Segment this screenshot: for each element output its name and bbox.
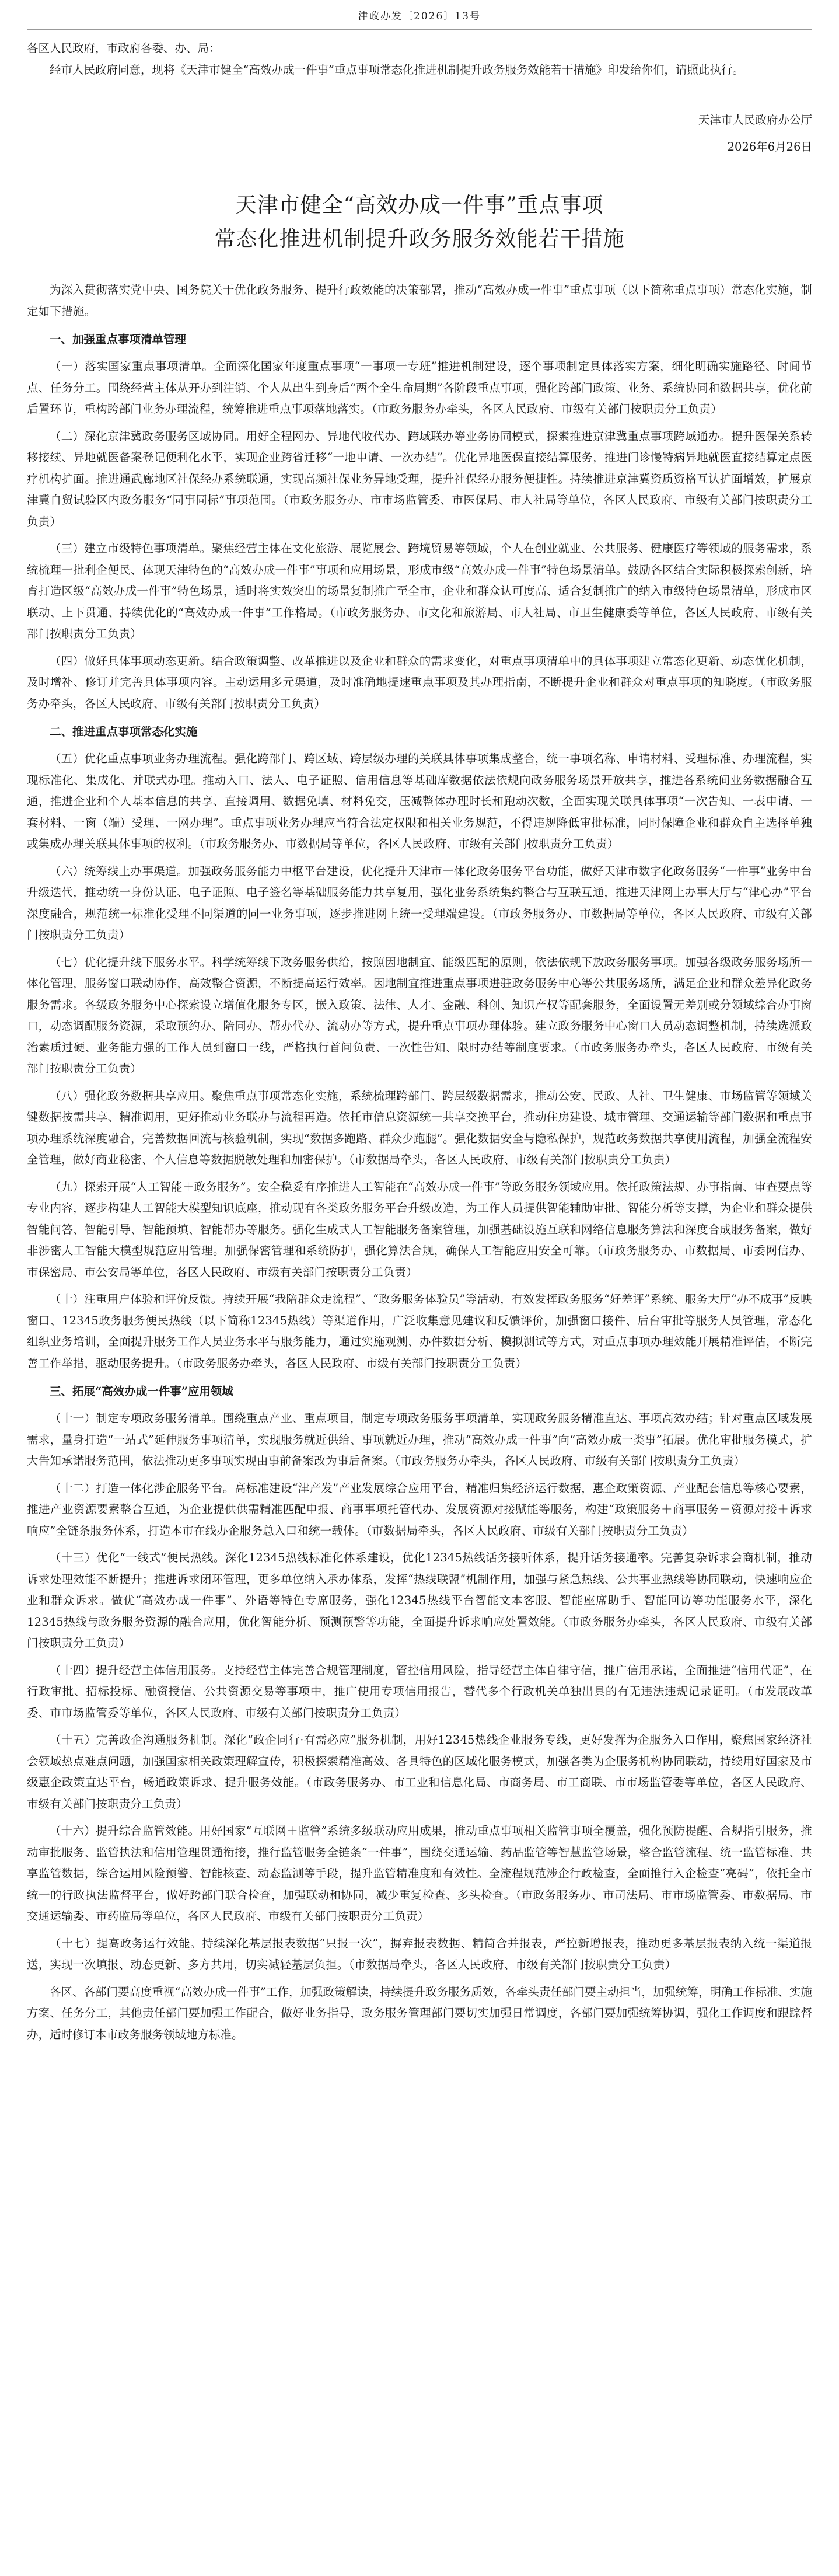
title-line-1: 天津市健全“高效办成一件事”重点事项 bbox=[235, 193, 604, 217]
measure-paragraph: （五）优化重点事项业务办理流程。强化跨部门、跨区域、跨层级办理的关联具体事项集成整合，统一事项名称、申请材料、受理标准、办理流程，实现标准化、集成化、并联式办理。推动入口、法人、电子证照、信用信息等基础库数据依法依规向政务服务场景开放共享，推进各系统间业务数据融合互通，推进企业和个人基本信息的共享、直接调用、数据免填、材料免交，压减整体办理时长和跑动次数，全面实现关联具体事项“一次告知、一表申请、一套材料、一窗（端）受理、一网办理”。重点事项业务办理应当符合法定权限和相关业务规范，不得违规降低审批标准，同时保障企业和群众自主选择单独或集成办理关联具体事项的权利。（市政务服务办、市数据局等单位，各区人民政府、市级有关部门按职责分工负责） bbox=[27, 752, 812, 850]
issuer: 天津市人民政府办公厅 bbox=[698, 113, 812, 127]
measure-paragraph: （九）探索开展“人工智能＋政务服务”。安全稳妥有序推进人工智能在“高效办成一件事”等政务服务领域应用。依托政策法规、办事指南、审查要点等专业内容，逐步构建人工智能大模型知识底座，推动现有各类政务服务平台升级改造，为工作人员提供智能辅助审批、智能分析等支撑，为企业和群众提供智能问答、智能引导、智能预填、智能帮办等服务。强化生成式人工智能服务备案管理，加强基础设施互联和网络信息服务算法和深度合成服务备案，做好非涉密人工智能大模型规范应用管理。加强保密管理和系统防护，强化算法合规，确保人工智能应用安全可靠。（市政务服务办、市数据局、市委网信办、市保密局、市公安局等单位，各区人民政府、市级有关部门按职责分工负责） bbox=[27, 1180, 812, 1279]
title-line-2: 常态化推进机制提升政务服务效能若干措施 bbox=[214, 227, 625, 251]
measure-paragraph: （十三）优化“一线式”便民热线。深化12345热线标准化体系建设，优化12345热线话务接听体系，提升话务接通率。完善复杂诉求会商机制，推动诉求处理效能不断提升；推进诉求闭环管理，更多单位纳入承办体系，发挥“热线联盟”机制作用，加强与紧急热线、公共事业热线等协同联动，快速响应企业和群众诉求。做优“高效办成一件事”、外语等特色专席服务，强化12345热线平台智能文本客服、智能座席助手、智能回访等功能服务水平，深化12345热线与政务服务资源的融合应用，优化智能分析、预测预警等功能，全面提升诉求响应处置效能。（市政务服务办牵头，各区人民政府、市级有关部门按职责分工负责） bbox=[27, 1551, 812, 1650]
measure-paragraph: （四）做好具体事项动态更新。结合政策调整、改革推进以及企业和群众的需求变化，对重点事项清单中的具体事项建立常态化更新、动态优化机制，及时增补、修订并完善具体事项内容。主动运用多元渠道，及时准确地提速重点事项及其办理指南，不断提升企业和群众对重点事项的知晓度。（市政务服务办牵头，各区人民政府、市级有关部门按职责分工负责） bbox=[27, 654, 812, 710]
signature-block bbox=[27, 109, 812, 158]
doc-number: 津政办发〔2026〕13号 bbox=[358, 11, 481, 22]
header-divider bbox=[27, 29, 812, 30]
measure-paragraph: （三）建立市级特色事项清单。聚焦经营主体在文化旅游、展览展会、跨境贸易等领域，个人在创业就业、公共服务、健康医疗等领域的服务需求，系统梳理一批利企便民、体现天津特色的“高效办成一件事”事项和应用场景，形成市级“高效办成一件事”特色场景清单。鼓励各区结合实际积极探索创新，培育打造区级“高效办成一件事”特色场景，适时将实效突出的场景复制推广至全市，企业和群众认可度高、适合复制推广的纳入市级特色场景清单，形成市区联动、上下贯通、持续优化的“高效办成一件事”工作格局。（市政务服务办、市文化和旅游局、市人社局、市卫生健康委等单位，各区人民政府、市级有关部门按职责分工负责） bbox=[27, 542, 812, 640]
measure-paragraph: （十七）提高政务运行效能。持续深化基层报表数据“只报一次”，摒弃报表数据、精简合并报表，严控新增报表，推动更多基层报表纳入统一渠道报送，实现一次填报、动态更新、多方共用，切实减轻基层负担。（市数据局牵头，各区人民政府、市级有关部门按职责分工负责） bbox=[27, 1936, 812, 1971]
measure-paragraph: （十四）提升经营主体信用服务。支持经营主体完善合规管理制度，管控信用风险，指导经营主体自律守信，推广信用承诺，全面推进“信用代证”，在行政审批、招标投标、融资授信、公共资源交易等事项中，推广使用专项信用报告，替代多个行政机关单独出具的有无违法违规记录证明。（市发展改革委、市市场监管委等单位，各区人民政府、市级有关部门按职责分工负责） bbox=[27, 1663, 812, 1720]
measure-paragraph: （二）深化京津冀政务服务区域协同。用好全程网办、异地代收代办、跨域联办等业务协同模式，探索推进京津冀重点事项跨域通办。提升医保关系转移接续、异地就医备案登记便利化水平，实现企业跨省迁移“一地申请、一次办结”。优化异地医保直接结算服务，推进门诊慢特病异地就医直接结算定点医疗机构扩面。推进通武廊地区社保经办系统联通，实现高频社保业务异地受理，提升社保经办服务便捷性。持续推进京津冀资质资格互认扩面增效，扩展京津冀自贸试验区内政务服务“同事同标”事项范围。（市政务服务办、市市场监管委、市医保局、市人社局等单位，各区人民政府、市级有关部门按职责分工负责） bbox=[27, 429, 812, 528]
section-heading: 三、拓展“高效办成一件事”应用领域 bbox=[50, 1385, 233, 1398]
measure-paragraph: （十）注重用户体验和评价反馈。持续开展“我陪群众走流程”、“政务服务体验员”等活动，有效发挥政务服务“好差评”系统、服务大厅“办不成事”反映窗口、12345政务服务便民热线（以下简称12345热线）等渠道作用，广泛收集意见建议和反馈评价，加强窗口接件、后台审批等服务人员管理，常态化组织业务培训，全面提升服务工作人员业务水平与服务能力，通过实施观测、办件数据分析、模拟测试等方式，对重点事项办理效能开展精准评估，不断完善工作举措，驱动服务提升。（市政务服务办牵头，各区人民政府、市级有关部门按职责分工负责） bbox=[27, 1292, 812, 1370]
measure-paragraph: （十二）打造一体化涉企服务平台。高标准建设“津产发”产业发展综合应用平台，精准归集经济运行数据，惠企政策资源、产业配套信息等核心要素，推进产业资源要素整合互通，为企业提供供需精准匹配申报、商事事项托管代办、发展资源对接赋能等服务，构建“政策服务＋商事服务＋资源对接＋诉求响应”全链条服务体系，打造本市在线办企服务总入口和统一载体。（市数据局牵头，各区人民政府、市级有关部门按职责分工负责） bbox=[27, 1481, 812, 1538]
document-title bbox=[27, 189, 812, 256]
measure-paragraph: （十五）完善政企沟通服务机制。深化“政企同行·有需必应”服务机制，用好12345热线企业服务专线，更好发挥为企服务入口作用，聚焦国家经济社会领域热点难点问题，加强国家相关政策理解宣传，积极探索精准高效、各具特色的区域化服务模式，加强各类为企服务机构协同联动，持续用好国家及市级惠企政策直达平台，畅通政策诉求、提升服务效能。（市政务服务办、市工业和信息化局、市商务局、市工商联、市市场监管委等单位，各区人民政府、市级有关部门按职责分工负责） bbox=[27, 1733, 812, 1811]
lead-paragraph: 为深入贯彻落实党中央、国务院关于优化政务服务、提升行政效能的决策部署，推动“高效办成一件事”重点事项（以下简称重点事项）常态化实施，制定如下措施。 bbox=[27, 283, 812, 318]
measure-paragraph: （六）统筹线上办事渠道。加强政务服务能力中枢平台建设，优化提升天津市一体化政务服务平台功能，做好天津市数字化政务服务“一件事”业务中台升级迭代，推动统一身份认证、电子证照、电子签名等基础服务能力共享复用，强化业务系统集约整合与互联互通，推进天津网上办事大厅与“津心办”平台深度融合，规范统一标准化受理不同渠道的同一业务事项，逐步推进网上统一受理端建设。（市政务服务办、市数据局等单位，各区人民政府、市级有关部门按职责分工负责） bbox=[27, 864, 812, 942]
measure-paragraph: （一）落实国家重点事项清单。全面深化国家年度重点事项“一事项一专班”推进机制建设，逐个事项制定具体落实方案，细化明确实施路径、时间节点、任务分工。围绕经营主体从开办到注销、个人从出生到身后“两个全生命周期”各阶段重点事项，强化跨部门政策、业务、系统协同和数据共享，优化前后置环节，重构跨部门业务办理流程，统筹推进重点事项落地落实。（市政务服务办牵头，各区人民政府、市级有关部门按职责分工负责） bbox=[27, 360, 812, 416]
measure-paragraph: （七）优化提升线下服务水平。科学统筹线下政务服务供给，按照因地制宜、能级匹配的原则，依法依规下放政务服务事项。加强各级政务服务场所一体化管理，服务窗口联动协作，高效整合资源，不断提高运行效率。因地制宜推进重点事项进驻政务服务中心等公共服务场所，满足企业和群众差异化政务服务需求。各级政务服务中心探索设立增值化服务专区，嵌入政策、法律、人才、金融、科创、知识产权等配套服务，全面设置无差别或分领域综合办事窗口，动态调配服务资源，采取预约办、陪同办、帮办代办、流动办等方式，提升重点事项办理体验。建立政务服务中心窗口人员动态调整机制，持续选派政治素质过硬、业务能力强的工作人员到窗口一线，严格执行首问负责、一次性告知、限时办结等制度要求。（市政务服务办牵头，各区人民政府、市级有关部门按职责分工负责） bbox=[27, 955, 812, 1075]
intro-paragraph: 经市人民政府同意，现将《天津市健全“高效办成一件事”重点事项常态化推进机制提升政务服务效能若干措施》印发给你们，请照此执行。 bbox=[50, 63, 744, 76]
section-heading: 一、加强重点事项清单管理 bbox=[50, 333, 187, 346]
measure-paragraph: （十一）制定专项政务服务清单。围绕重点产业、重点项目，制定专项政务服务事项清单，实现政务服务精准直达、事项高效办结；针对重点区域发展需求，量身打造“一站式”延伸服务事项清单，实现服务就近供给、事项就近办理，推动“高效办成一件事”向“高效办成一类事”拓展。优化审批服务模式，扩大告知承诺服务范围，依法推动更多事项实现由事前备案改为事后备案。（市政务服务办牵头，各区人民政府、市级有关部门按职责分工负责） bbox=[27, 1411, 812, 1467]
recipients: 各区人民政府，市政府各委、办、局： bbox=[27, 41, 221, 55]
measure-paragraph: （八）强化政务数据共享应用。聚焦重点事项常态化实施，系统梳理跨部门、跨层级数据需求，推动公安、民政、人社、卫生健康、市场监管等领域关键数据按需共享、精准调用，更好推动业务联办与流程再造。依托市信息资源统一共享交换平台，推动住房建设、城市管理、交通运输等部门数据和重点事项办理系统深度融合，完善数据回流与核验机制，实现“数据多跑路、群众少跑腿”。强化数据安全与隐私保护，规范政务数据共享使用流程，加强全流程安全管理，做好商业秘密、个人信息等数据脱敏处理和加密保护。（市数据局牵头，各区人民政府、市级有关部门按职责分工负责） bbox=[27, 1089, 812, 1166]
sections-container bbox=[27, 328, 812, 1976]
measure-paragraph: （十六）提升综合监管效能。用好国家“互联网＋监管”系统多级联动应用成果，推动重点事项相关监管事项全覆盖，强化预防提醒、合规指引服务，推动审批服务、监管执法和信用管理贯通衔接，推行监管服务全链条“一件事”，围绕交通运输、药品监管等智慧监管场景，整合监管流程、统一监管标准、共享监管数据，综合运用风险预警、智能核查、动态监测等手段，提升监管精准度和有效性。全流程规范涉企行政检查，全面推行入企检查“亮码”，依托全市统一的行政执法监督平台，做好跨部门联合检查，加强联动和协同，减少重复检查、多头检查。（市政务服务办、市司法局、市市场监管委、市数据局、市交通运输委、市药监局等单位，各区人民政府、市级有关部门按职责分工负责） bbox=[27, 1824, 812, 1923]
closing-paragraph: 各区、各部门要高度重视“高效办成一件事”工作，加强政策解读，持续提升政务服务质效，各牵头责任部门要主动担当，加强统筹，明确工作标准、实施方案、任务分工，其他责任部门要加强工作配合，做好业务指导，政务服务管理部门要切实加强日常调度，各部门要加强统筹协调，强化工作调度和跟踪督办，适时修订本市政务服务领域地方标准。 bbox=[27, 1985, 812, 2041]
issue-date: 2026年6月26日 bbox=[727, 140, 812, 154]
section-heading: 二、推进重点事项常态化实施 bbox=[50, 725, 198, 738]
